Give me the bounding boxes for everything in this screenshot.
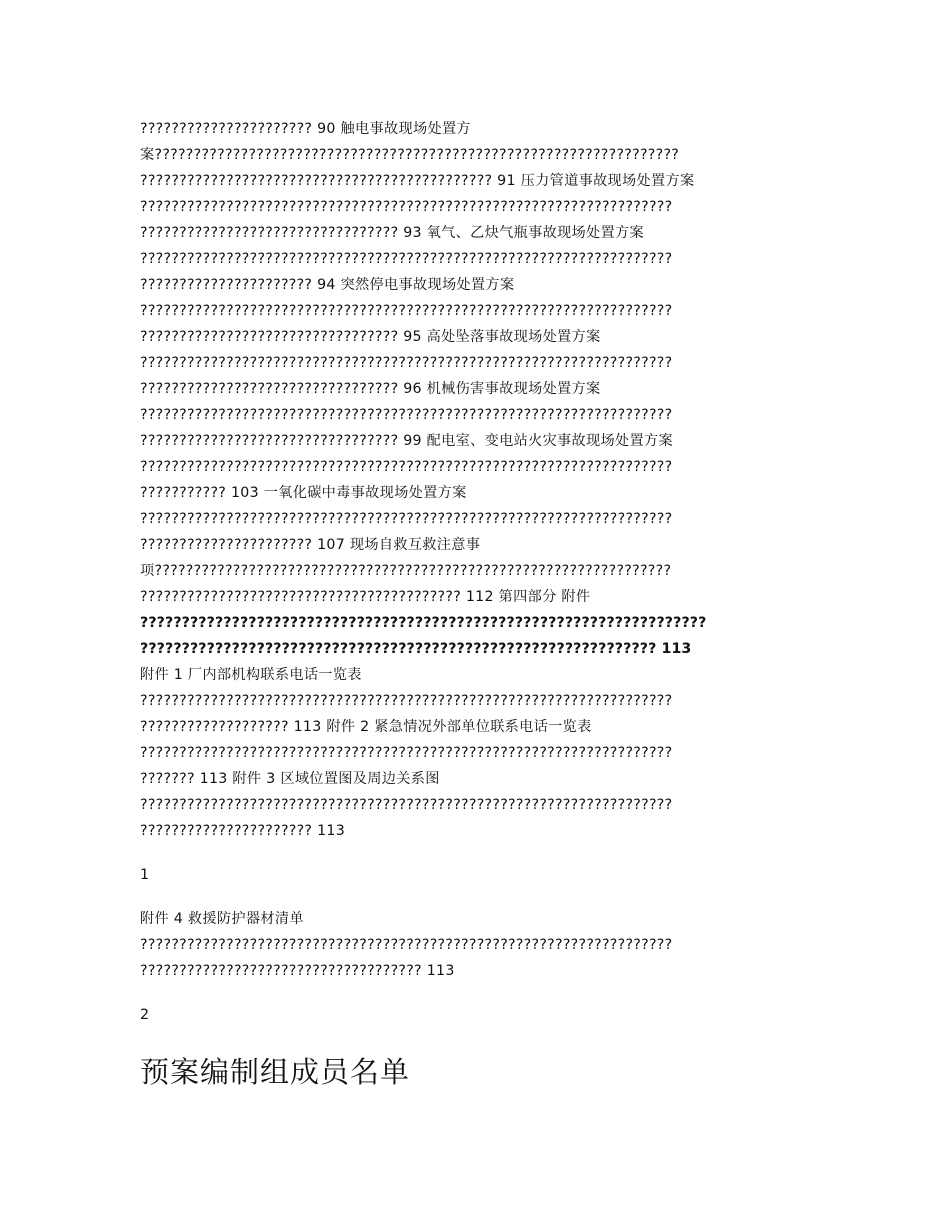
toc-line: ???????????????????????????????????? 113: [140, 963, 455, 979]
toc-line: 案???????????????????????????????????????????????????????????????????: [140, 147, 680, 163]
toc-line: ????????????????????????????????????????????????????????????????????: [140, 459, 673, 475]
section-title: 预案编制组成员名单: [140, 1055, 411, 1089]
toc-block: [140, 906, 812, 984]
toc-line: ????????????????????????????????????????????????????????????????????: [140, 937, 673, 953]
toc-line: ????????????????????????????????? 99 配电室、变电站火灾事故现场处置方案: [140, 433, 673, 449]
toc-line: ????????????????????????????????? 95 高处坠落事故现场处置方案: [140, 329, 601, 345]
toc-line: ?????????????????????? 94 突然停电事故现场处置方案: [140, 277, 515, 293]
toc-line: ?????????????????????? 90 触电事故现场处置方: [140, 121, 471, 137]
toc-block: [140, 116, 812, 844]
toc-line: ????????????????????????????????????????????????????????????????????: [140, 251, 673, 267]
toc-line: ????????????????????????????????????????? 112 第四部分 附件: [140, 589, 591, 605]
toc-line: ????????????????????????????????????????????????????????????????????: [140, 303, 673, 319]
spacer: [140, 1028, 812, 1050]
toc-line: ?????????????????????? 113: [140, 823, 346, 839]
toc-line: ????????????????????????????????????????????????????????????????????: [140, 797, 673, 813]
toc-line: ?????????????????????????????????????????????????????????????? 113: [140, 641, 692, 657]
toc-line: ????????????????????????????????? 96 机械伤害事故现场处置方案: [140, 381, 601, 397]
spacer: [140, 888, 812, 906]
toc-line: ????????????????????????????????????????????? 91 压力管道事故现场处置方案: [140, 173, 695, 189]
toc-line: ????????????????????????????????????????????????????????????????????: [140, 511, 673, 527]
toc-line: ??????????? 103 一氧化碳中毒事故现场处置方案: [140, 485, 467, 501]
toc-line: ????????????????????????????????????????????????????????????????????: [140, 745, 673, 761]
toc-line: ????????????????????????????????????????????????????????????????????: [140, 355, 673, 371]
toc-line: ????????????????????????????????? 93 氧气、乙炔气瓶事故现场处置方案: [140, 225, 644, 241]
toc-line: ????????????????????????????????????????????????????????????????????: [140, 693, 673, 709]
toc-line: ??????? 113 附件 3 区域位置图及周边关系图: [140, 771, 440, 787]
page-number: 1: [140, 867, 150, 883]
toc-line: 附件 1 厂内部机构联系电话一览表: [140, 667, 362, 683]
toc-line: ????????????????????????????????????????????????????????????????????: [140, 199, 673, 215]
spacer: [140, 844, 812, 862]
page-number: 2: [140, 1007, 150, 1023]
toc-line: ????????????????????????????????????????????????????????????????????: [140, 407, 673, 423]
toc-line: ??????????????????? 113 附件 2 紧急情况外部单位联系电话一览表: [140, 719, 592, 735]
toc-line: ?????????????????????? 107 现场自救互救注意事: [140, 537, 481, 553]
toc-line: 项??????????????????????????????????????????????????????????????????: [140, 563, 672, 579]
toc-line: 附件 4 救援防护器材清单: [140, 911, 304, 927]
document-page: [140, 116, 812, 1094]
toc-line: ????????????????????????????????????????????????????????????????????: [140, 615, 707, 631]
spacer: [140, 984, 812, 1002]
